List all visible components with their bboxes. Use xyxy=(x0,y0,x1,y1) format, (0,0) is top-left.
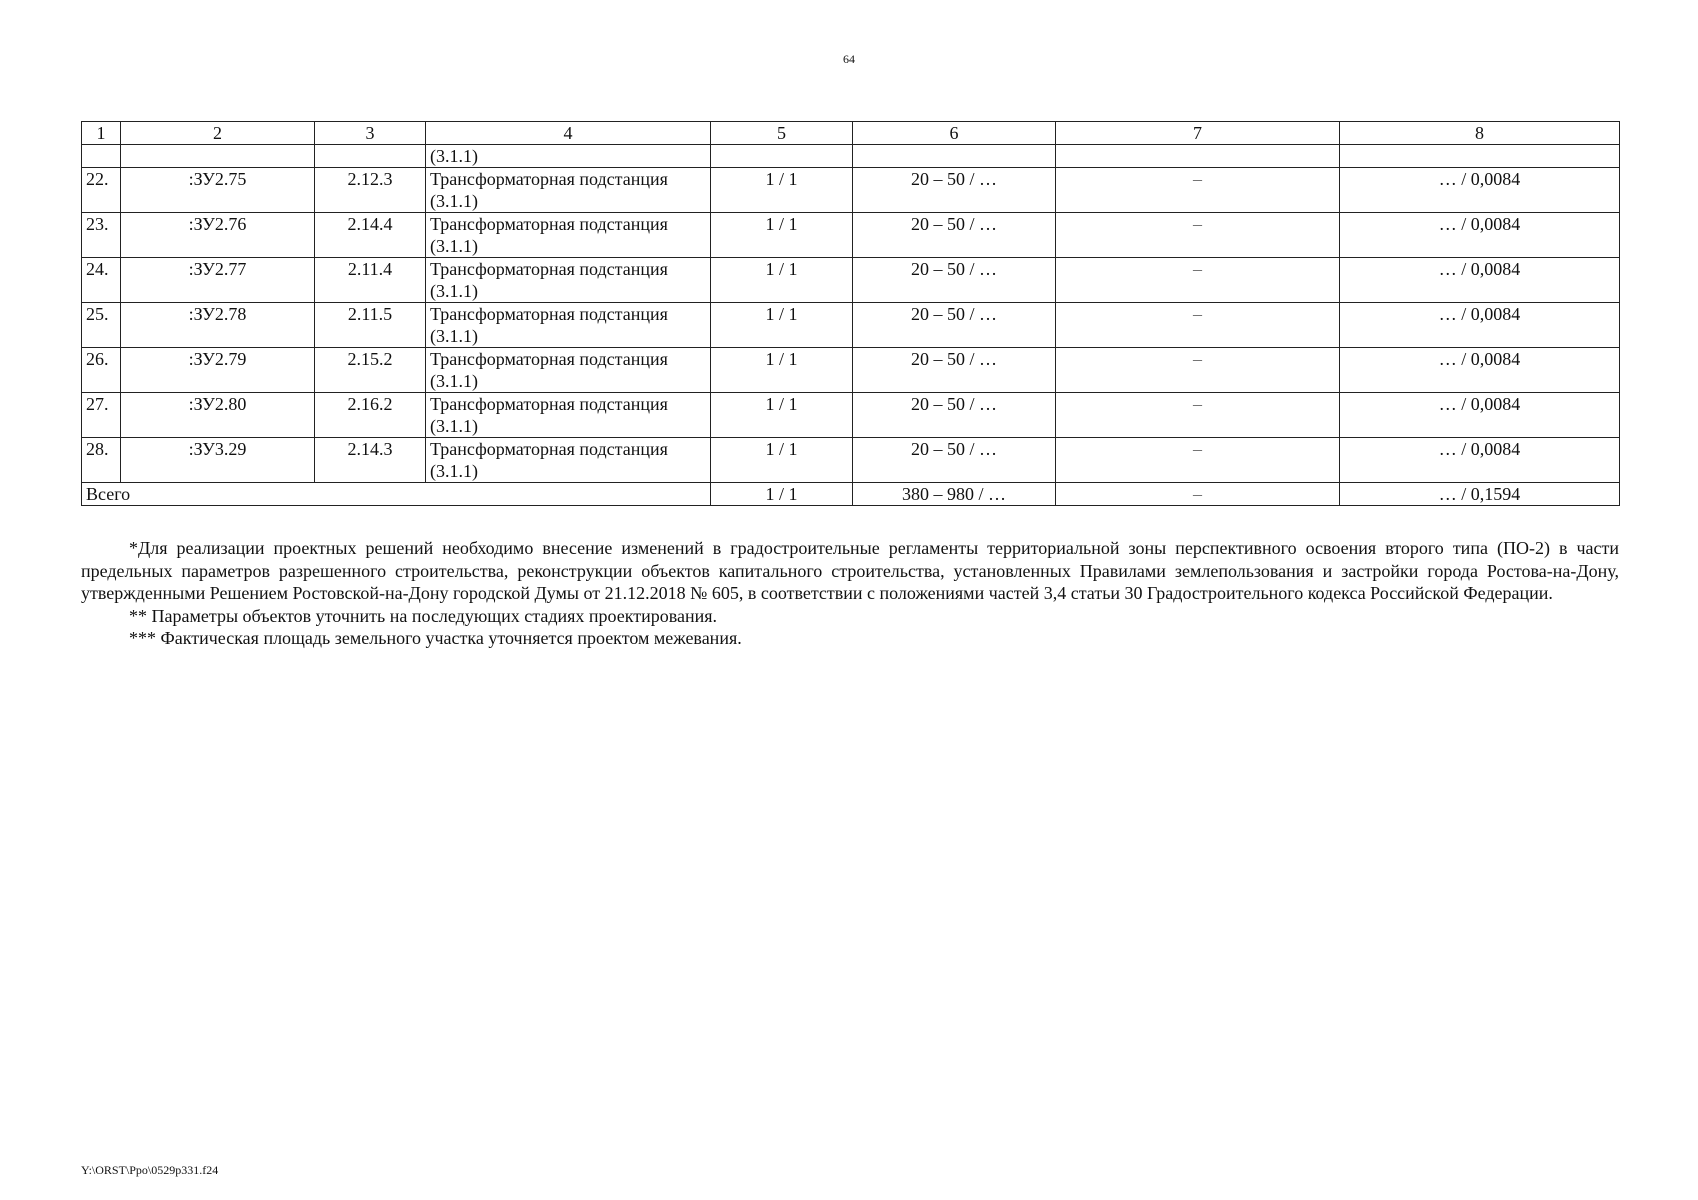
object-name xyxy=(426,438,711,483)
total-row xyxy=(82,483,1620,506)
table-cell xyxy=(853,145,1056,168)
data-table xyxy=(81,121,1620,506)
floors: 1 / 1 xyxy=(711,258,853,303)
plot-area: … / 0,0084 xyxy=(1340,303,1620,348)
file-path: Y:\ORST\Ppo\0529p331.f24 xyxy=(81,1163,219,1177)
total-floors: 1 / 1 xyxy=(711,483,853,506)
col7-value: – xyxy=(1056,303,1340,348)
table-cell xyxy=(1340,145,1620,168)
zone-code: 2.11.4 xyxy=(315,258,426,303)
column-header: 4 xyxy=(426,122,711,145)
area-range: 20 – 50 / … xyxy=(853,303,1056,348)
plot-area: … / 0,0084 xyxy=(1340,168,1620,213)
table-cell: (3.1.1) xyxy=(426,145,711,168)
plot-area: … / 0,0084 xyxy=(1340,213,1620,258)
table-row xyxy=(82,213,1620,258)
area-range: 20 – 50 / … xyxy=(853,258,1056,303)
plot-id: :ЗУ3.29 xyxy=(121,438,315,483)
col7-value: – xyxy=(1056,168,1340,213)
plot-area: … / 0,0084 xyxy=(1340,438,1620,483)
table-cell xyxy=(121,145,315,168)
table-row xyxy=(82,393,1620,438)
plot-id: :ЗУ2.80 xyxy=(121,393,315,438)
col7-value: – xyxy=(1056,393,1340,438)
object-name-line: Трансформаторная подстанция xyxy=(430,304,668,324)
table-cell xyxy=(711,145,853,168)
col7-value: – xyxy=(1056,258,1340,303)
table-row xyxy=(82,168,1620,213)
column-header: 5 xyxy=(711,122,853,145)
plot-area: … / 0,0084 xyxy=(1340,348,1620,393)
object-name xyxy=(426,303,711,348)
plot-area: … / 0,0084 xyxy=(1340,258,1620,303)
plot-id: :ЗУ2.78 xyxy=(121,303,315,348)
plot-id: :ЗУ2.75 xyxy=(121,168,315,213)
table-row xyxy=(82,348,1620,393)
page-number: 64 xyxy=(843,52,855,66)
table-cell xyxy=(82,145,121,168)
object-name-line: Трансформаторная подстанция xyxy=(430,259,668,279)
footnote-1: *Для реализации проектных решений необходимо внесение изменений в градостроительные регламенты территориальной зоны перспективного освоения второго типа (ПО-2) в части предельных параметров разрешенного строительства, реконструкции объектов капитального строительства, установленных Правилами землепользования и застройки города Ростова-на-Дону, утвержденными Решением Ростовской-на-Дону городской Думы от 21.12.2018 № 605, в соответствии с положениями частей 3,4 статьи 30 Градостроительного кодекса Российской Федерации. xyxy=(81,538,1619,603)
area-range: 20 – 50 / … xyxy=(853,348,1056,393)
area-range: 20 – 50 / … xyxy=(853,168,1056,213)
object-name xyxy=(426,348,711,393)
table-row xyxy=(82,438,1620,483)
object-code-line: (3.1.1) xyxy=(430,371,478,391)
object-code-line: (3.1.1) xyxy=(430,326,478,346)
row-number: 28. xyxy=(82,438,121,483)
area-range: 20 – 50 / … xyxy=(853,393,1056,438)
table-row xyxy=(82,258,1620,303)
column-header: 3 xyxy=(315,122,426,145)
header-row xyxy=(82,122,1620,145)
floors: 1 / 1 xyxy=(711,213,853,258)
zone-code: 2.15.2 xyxy=(315,348,426,393)
zone-code: 2.14.3 xyxy=(315,438,426,483)
floors: 1 / 1 xyxy=(711,438,853,483)
col7-value: – xyxy=(1056,348,1340,393)
continuation-row xyxy=(82,145,1620,168)
floors: 1 / 1 xyxy=(711,168,853,213)
row-number: 26. xyxy=(82,348,121,393)
row-number: 27. xyxy=(82,393,121,438)
table-row xyxy=(82,303,1620,348)
area-range: 20 – 50 / … xyxy=(853,438,1056,483)
row-number: 24. xyxy=(82,258,121,303)
footnote-3: *** Фактическая площадь земельного участка уточняется проектом межевания. xyxy=(129,628,742,648)
column-header: 1 xyxy=(82,122,121,145)
zone-code: 2.16.2 xyxy=(315,393,426,438)
object-code-line: (3.1.1) xyxy=(430,236,478,256)
footnotes xyxy=(81,537,1619,650)
row-number: 25. xyxy=(82,303,121,348)
total-label: Всего xyxy=(82,483,711,506)
object-name-line: Трансформаторная подстанция xyxy=(430,169,668,189)
object-code-line: (3.1.1) xyxy=(430,461,478,481)
table-body xyxy=(82,122,1620,506)
object-code-line: (3.1.1) xyxy=(430,281,478,301)
floors: 1 / 1 xyxy=(711,348,853,393)
area-range: 20 – 50 / … xyxy=(853,213,1056,258)
object-name-line: Трансформаторная подстанция xyxy=(430,394,668,414)
total-area: 380 – 980 / … xyxy=(853,483,1056,506)
plot-area: … / 0,0084 xyxy=(1340,393,1620,438)
footnote-2: ** Параметры объектов уточнить на последующих стадиях проектирования. xyxy=(129,605,718,626)
object-name-line: Трансформаторная подстанция xyxy=(430,214,668,234)
floors: 1 / 1 xyxy=(711,303,853,348)
table-cell xyxy=(315,145,426,168)
column-header: 7 xyxy=(1056,122,1340,145)
object-name xyxy=(426,213,711,258)
object-name-line: Трансформаторная подстанция xyxy=(430,439,668,459)
object-code-line: (3.1.1) xyxy=(430,416,478,436)
table-cell xyxy=(1056,145,1340,168)
col7-value: – xyxy=(1056,438,1340,483)
zone-code: 2.14.4 xyxy=(315,213,426,258)
plot-id: :ЗУ2.76 xyxy=(121,213,315,258)
object-name xyxy=(426,393,711,438)
total-col7: – xyxy=(1056,483,1340,506)
row-number: 23. xyxy=(82,213,121,258)
floors: 1 / 1 xyxy=(711,393,853,438)
object-name xyxy=(426,168,711,213)
zone-code: 2.11.5 xyxy=(315,303,426,348)
column-header: 2 xyxy=(121,122,315,145)
object-name-line: Трансформаторная подстанция xyxy=(430,349,668,369)
object-name xyxy=(426,258,711,303)
total-col8: … / 0,1594 xyxy=(1340,483,1620,506)
column-header: 6 xyxy=(853,122,1056,145)
object-code-line: (3.1.1) xyxy=(430,191,478,211)
column-header: 8 xyxy=(1340,122,1620,145)
row-number: 22. xyxy=(82,168,121,213)
zone-code: 2.12.3 xyxy=(315,168,426,213)
plot-id: :ЗУ2.77 xyxy=(121,258,315,303)
col7-value: – xyxy=(1056,213,1340,258)
plot-id: :ЗУ2.79 xyxy=(121,348,315,393)
